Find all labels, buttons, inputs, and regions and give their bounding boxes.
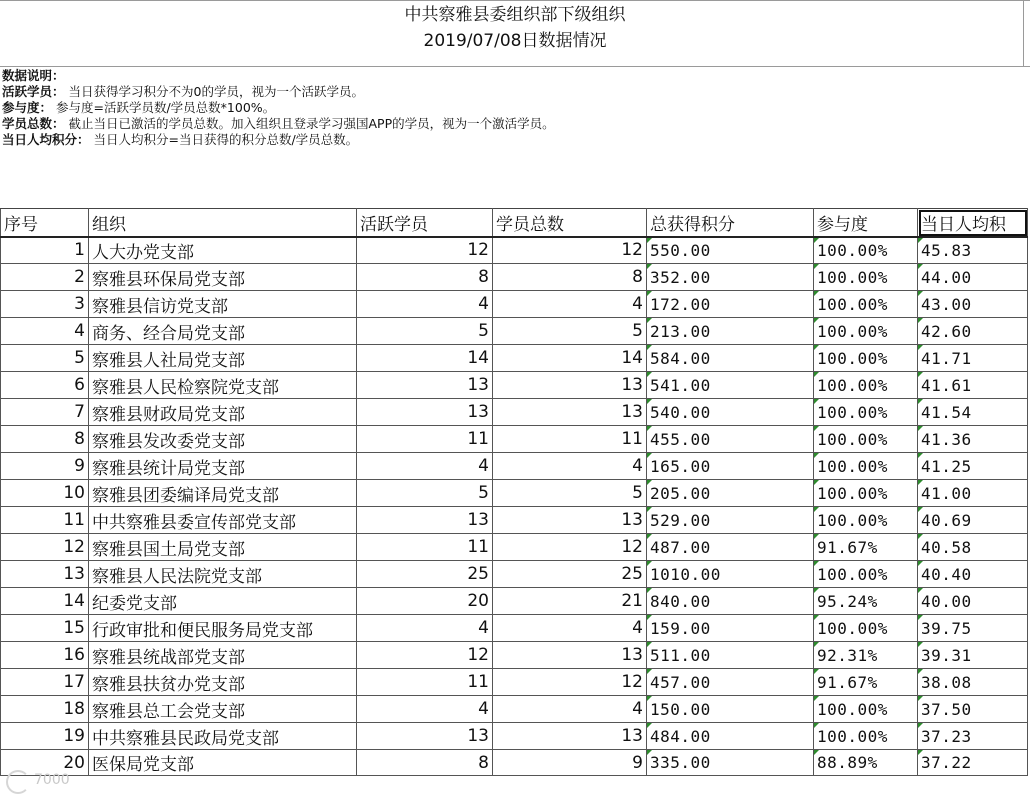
cell-participation[interactable]: 100.00% <box>814 615 918 642</box>
table-row <box>1 426 1028 453</box>
cell-participation[interactable]: 100.00% <box>814 507 918 534</box>
note-key: 参与度： <box>2 100 53 115</box>
cell-index[interactable]: 6 <box>1 372 89 399</box>
cell-points[interactable]: 159.00 <box>647 615 814 642</box>
cell-active[interactable]: 8 <box>357 750 493 776</box>
cell-org[interactable]: 行政审批和便民服务局党支部 <box>89 615 357 642</box>
cell-org[interactable]: 纪委党支部 <box>89 588 357 615</box>
cell-total[interactable]: 13 <box>493 723 647 750</box>
cell-participation[interactable]: 100.00% <box>814 291 918 318</box>
cell-org[interactable]: 察雅县信访党支部 <box>89 291 357 318</box>
title-divider <box>0 66 1030 67</box>
cell-avg[interactable]: 37.23 <box>918 723 1028 750</box>
cell-active[interactable]: 5 <box>357 318 493 345</box>
table-row <box>1 642 1028 669</box>
header-cell-active[interactable]: 活跃学员 <box>357 209 493 237</box>
header-cell-participation[interactable]: 参与度 <box>814 209 918 237</box>
cell-org[interactable]: 人大办党支部 <box>89 237 357 264</box>
watermark-logo-icon <box>6 770 30 794</box>
cell-org[interactable]: 察雅县人社局党支部 <box>89 345 357 372</box>
cell-org[interactable]: 察雅县统战部党支部 <box>89 642 357 669</box>
cell-total[interactable]: 5 <box>493 318 647 345</box>
cell-total[interactable]: 13 <box>493 507 647 534</box>
table-row <box>1 291 1028 318</box>
cell-active[interactable]: 25 <box>357 561 493 588</box>
cell-points[interactable]: 541.00 <box>647 372 814 399</box>
cell-active[interactable]: 4 <box>357 696 493 723</box>
cell-org[interactable]: 中共察雅县委宣传部党支部 <box>89 507 357 534</box>
cell-index[interactable]: 20 <box>1 750 89 776</box>
cell-active[interactable]: 8 <box>357 264 493 291</box>
cell-participation[interactable]: 100.00% <box>814 318 918 345</box>
cell-participation[interactable]: 100.00% <box>814 696 918 723</box>
cell-points[interactable]: 455.00 <box>647 426 814 453</box>
cell-avg[interactable]: 44.00 <box>918 264 1028 291</box>
header-cell-org[interactable]: 组织 <box>89 209 357 237</box>
cell-total[interactable]: 13 <box>493 372 647 399</box>
note-text: 截止当日已激活的学员总数。加入组织且登录学习强国APP的学员，视为一个激活学员。 <box>68 116 555 131</box>
cell-avg[interactable]: 43.00 <box>918 291 1028 318</box>
cell-points[interactable]: 1010.00 <box>647 561 814 588</box>
cell-org[interactable]: 商务、经合局党支部 <box>89 318 357 345</box>
cell-points[interactable]: 529.00 <box>647 507 814 534</box>
cell-index[interactable]: 13 <box>1 561 89 588</box>
cell-total[interactable]: 14 <box>493 345 647 372</box>
cell-total[interactable]: 4 <box>493 696 647 723</box>
cell-index[interactable]: 12 <box>1 534 89 561</box>
cell-index[interactable]: 7 <box>1 399 89 426</box>
cell-points[interactable]: 352.00 <box>647 264 814 291</box>
data-notes <box>2 68 555 148</box>
cell-participation[interactable]: 100.00% <box>814 237 918 264</box>
cell-participation[interactable]: 100.00% <box>814 372 918 399</box>
cell-participation[interactable]: 100.00% <box>814 264 918 291</box>
sheet-title: 中共察雅县委组织部下级组织 <box>404 5 626 25</box>
cell-index[interactable]: 9 <box>1 453 89 480</box>
cell-org[interactable]: 察雅县人民法院党支部 <box>89 561 357 588</box>
cell-index[interactable]: 8 <box>1 426 89 453</box>
top-border <box>0 0 1030 1</box>
cell-total[interactable]: 12 <box>493 534 647 561</box>
cell-participation[interactable]: 100.00% <box>814 345 918 372</box>
cell-avg[interactable]: 38.08 <box>918 669 1028 696</box>
cell-index[interactable]: 1 <box>1 237 89 264</box>
table-body <box>1 237 1028 776</box>
cell-participation[interactable]: 88.89% <box>814 750 918 776</box>
cell-index[interactable]: 18 <box>1 696 89 723</box>
cell-index[interactable]: 3 <box>1 291 89 318</box>
header-row <box>1 209 1028 237</box>
cell-active[interactable]: 4 <box>357 453 493 480</box>
cell-points[interactable]: 540.00 <box>647 399 814 426</box>
header-cell-avg-selected[interactable]: 当日人均积 <box>918 209 1028 237</box>
table-row <box>1 345 1028 372</box>
cell-points[interactable]: 205.00 <box>647 480 814 507</box>
cell-avg[interactable]: 42.60 <box>918 318 1028 345</box>
cell-index[interactable]: 14 <box>1 588 89 615</box>
cell-total[interactable]: 13 <box>493 642 647 669</box>
cell-index[interactable]: 11 <box>1 507 89 534</box>
table-row <box>1 480 1028 507</box>
cell-active[interactable]: 20 <box>357 588 493 615</box>
cell-participation[interactable]: 91.67% <box>814 534 918 561</box>
cell-participation[interactable]: 100.00% <box>814 453 918 480</box>
cell-total[interactable]: 4 <box>493 615 647 642</box>
cell-avg[interactable]: 41.71 <box>918 345 1028 372</box>
title-right-border <box>1023 0 1024 66</box>
cell-points[interactable]: 484.00 <box>647 723 814 750</box>
note-participation <box>2 100 555 116</box>
cell-avg[interactable]: 40.58 <box>918 534 1028 561</box>
cell-points[interactable]: 172.00 <box>647 291 814 318</box>
cell-active[interactable]: 4 <box>357 615 493 642</box>
header-cell-index[interactable]: 序号 <box>1 209 89 237</box>
cell-points[interactable]: 487.00 <box>647 534 814 561</box>
watermark-text: 7000 <box>34 772 70 788</box>
table-row <box>1 399 1028 426</box>
cell-active[interactable]: 13 <box>357 723 493 750</box>
cell-participation[interactable]: 92.31% <box>814 642 918 669</box>
cell-avg[interactable]: 41.00 <box>918 480 1028 507</box>
cell-avg[interactable]: 41.36 <box>918 426 1028 453</box>
cell-index[interactable]: 2 <box>1 264 89 291</box>
table-row <box>1 615 1028 642</box>
cell-active[interactable]: 4 <box>357 291 493 318</box>
cell-points[interactable]: 550.00 <box>647 237 814 264</box>
cell-total[interactable]: 8 <box>493 264 647 291</box>
cell-points[interactable]: 213.00 <box>647 318 814 345</box>
watermark <box>6 766 96 794</box>
cell-org[interactable]: 察雅县人民检察院党支部 <box>89 372 357 399</box>
table-row <box>1 696 1028 723</box>
cell-avg[interactable]: 45.83 <box>918 237 1028 264</box>
cell-total[interactable]: 25 <box>493 561 647 588</box>
cell-points[interactable]: 457.00 <box>647 669 814 696</box>
cell-total[interactable]: 11 <box>493 426 647 453</box>
table-row <box>1 264 1028 291</box>
cell-avg[interactable]: 39.31 <box>918 642 1028 669</box>
note-key: 活跃学员： <box>2 84 65 99</box>
data-table <box>0 208 1028 776</box>
cell-avg[interactable]: 41.54 <box>918 399 1028 426</box>
cell-avg[interactable]: 41.61 <box>918 372 1028 399</box>
cell-index[interactable]: 17 <box>1 669 89 696</box>
cell-avg[interactable]: 37.50 <box>918 696 1028 723</box>
cell-org[interactable]: 察雅县总工会党支部 <box>89 696 357 723</box>
cell-index[interactable]: 16 <box>1 642 89 669</box>
cell-active[interactable]: 13 <box>357 399 493 426</box>
note-text: 当日获得学习积分不为0的学员，视为一个活跃学员。 <box>68 84 364 99</box>
cell-active[interactable]: 12 <box>357 642 493 669</box>
cell-participation[interactable]: 100.00% <box>814 561 918 588</box>
table-row <box>1 669 1028 696</box>
cell-index[interactable]: 19 <box>1 723 89 750</box>
cell-points[interactable]: 150.00 <box>647 696 814 723</box>
table-row <box>1 561 1028 588</box>
cell-active[interactable]: 5 <box>357 480 493 507</box>
cell-active[interactable]: 14 <box>357 345 493 372</box>
cell-total[interactable]: 21 <box>493 588 647 615</box>
cell-total[interactable]: 4 <box>493 453 647 480</box>
table-row <box>1 318 1028 345</box>
cell-avg[interactable]: 41.25 <box>918 453 1028 480</box>
cell-active[interactable]: 11 <box>357 669 493 696</box>
table-row <box>1 507 1028 534</box>
cell-org[interactable]: 察雅县财政局党支部 <box>89 399 357 426</box>
note-total-learners <box>2 116 555 132</box>
cell-avg[interactable]: 40.69 <box>918 507 1028 534</box>
cell-points[interactable]: 335.00 <box>647 750 814 776</box>
cell-org[interactable]: 察雅县统计局党支部 <box>89 453 357 480</box>
cell-participation[interactable]: 100.00% <box>814 480 918 507</box>
cell-active[interactable]: 12 <box>357 237 493 264</box>
cell-avg[interactable]: 39.75 <box>918 615 1028 642</box>
cell-total[interactable]: 12 <box>493 669 647 696</box>
cell-org[interactable]: 察雅县环保局党支部 <box>89 264 357 291</box>
cell-org[interactable]: 察雅县国土局党支部 <box>89 534 357 561</box>
cell-avg[interactable]: 37.22 <box>918 750 1028 776</box>
cell-points[interactable]: 511.00 <box>647 642 814 669</box>
cell-index[interactable]: 10 <box>1 480 89 507</box>
cell-index[interactable]: 5 <box>1 345 89 372</box>
cell-org[interactable]: 察雅县发改委党支部 <box>89 426 357 453</box>
cell-total[interactable]: 5 <box>493 480 647 507</box>
cell-avg[interactable]: 40.40 <box>918 561 1028 588</box>
cell-points[interactable]: 840.00 <box>647 588 814 615</box>
note-key: 当日人均积分： <box>2 132 90 147</box>
note-key: 学员总数： <box>2 116 65 131</box>
note-text: 参与度=活跃学员数/学员总数*100%。 <box>56 100 276 115</box>
cell-points[interactable]: 165.00 <box>647 453 814 480</box>
cell-participation[interactable]: 95.24% <box>814 588 918 615</box>
cell-total[interactable]: 4 <box>493 291 647 318</box>
table-row <box>1 588 1028 615</box>
sheet-subtitle-date: 2019/07/08日数据情况 <box>423 31 607 51</box>
cell-participation[interactable]: 100.00% <box>814 399 918 426</box>
cell-active[interactable]: 11 <box>357 426 493 453</box>
cell-participation[interactable]: 91.67% <box>814 669 918 696</box>
cell-active[interactable]: 11 <box>357 534 493 561</box>
cell-participation[interactable]: 100.00% <box>814 426 918 453</box>
cell-org[interactable]: 医保局党支部 <box>89 750 357 776</box>
cell-participation[interactable]: 100.00% <box>814 723 918 750</box>
table-row <box>1 237 1028 264</box>
table-row <box>1 723 1028 750</box>
note-text: 当日人均积分=当日获得的积分总数/学员总数。 <box>93 132 359 147</box>
cell-total[interactable]: 12 <box>493 237 647 264</box>
header-cell-points[interactable]: 总获得积分 <box>647 209 814 237</box>
cell-org[interactable]: 察雅县扶贫办党支部 <box>89 669 357 696</box>
table-row <box>1 534 1028 561</box>
note-avg-score <box>2 132 555 148</box>
note-active-learner <box>2 84 555 100</box>
cell-index[interactable]: 15 <box>1 615 89 642</box>
cell-org[interactable]: 察雅县团委编译局党支部 <box>89 480 357 507</box>
cell-points[interactable]: 584.00 <box>647 345 814 372</box>
header-cell-total[interactable]: 学员总数 <box>493 209 647 237</box>
cell-index[interactable]: 4 <box>1 318 89 345</box>
cell-total[interactable]: 9 <box>493 750 647 776</box>
notes-heading: 数据说明： <box>2 68 65 83</box>
table-row <box>1 750 1028 776</box>
cell-avg[interactable]: 40.00 <box>918 588 1028 615</box>
cell-active[interactable]: 13 <box>357 372 493 399</box>
table-row <box>1 453 1028 480</box>
table-row <box>1 372 1028 399</box>
cell-active[interactable]: 13 <box>357 507 493 534</box>
cell-total[interactable]: 13 <box>493 399 647 426</box>
cell-org[interactable]: 中共察雅县民政局党支部 <box>89 723 357 750</box>
